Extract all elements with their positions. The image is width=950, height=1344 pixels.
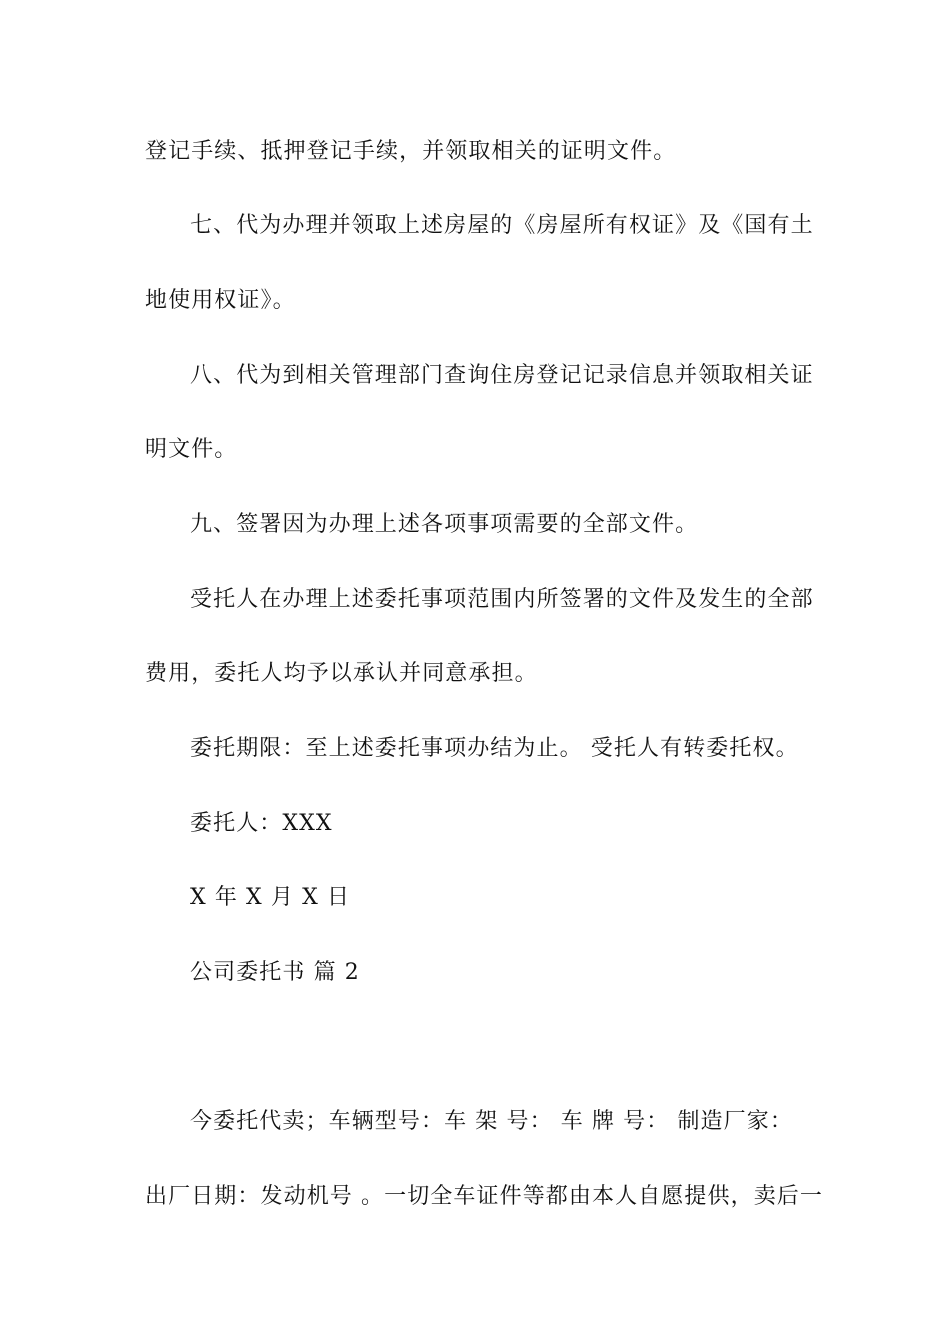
paragraph-line: 出厂日期：发动机号 。一切全车证件等都由本人自愿提供，卖后一 bbox=[145, 1184, 823, 1209]
paragraph-line: 委托期限：至上述委托事项办结为止。 受托人有转委托权。 bbox=[190, 736, 799, 761]
paragraph-line: 八、代为到相关管理部门查询住房登记记录信息并领取相关证 bbox=[190, 363, 814, 388]
paragraph-line: 七、代为办理并领取上述房屋的《房屋所有权证》及《国有土 bbox=[190, 213, 814, 238]
paragraph-line: 明文件。 bbox=[145, 437, 238, 462]
paragraph-line: 九、签署因为办理上述各项事项需要的全部文件。 bbox=[190, 512, 699, 537]
paragraph-line: 地使用权证》。 bbox=[145, 288, 296, 313]
paragraph-line: 受托人在办理上述委托事项范围内所签署的文件及发生的全部 bbox=[190, 587, 814, 612]
principal-line: 委托人：XXX bbox=[190, 811, 333, 836]
paragraph-line: 今委托代卖；车辆型号：车 架 号： 车 牌 号： 制造厂家： bbox=[190, 1109, 793, 1134]
paragraph-line: 费用，委托人均予以承认并同意承担。 bbox=[145, 661, 538, 686]
date-line: X 年 X 月 X 日 bbox=[190, 885, 351, 910]
section-heading: 公司委托书 篇 2 bbox=[190, 960, 360, 985]
paragraph-line: 登记手续、抵押登记手续，并领取相关的证明文件。 bbox=[145, 139, 677, 164]
